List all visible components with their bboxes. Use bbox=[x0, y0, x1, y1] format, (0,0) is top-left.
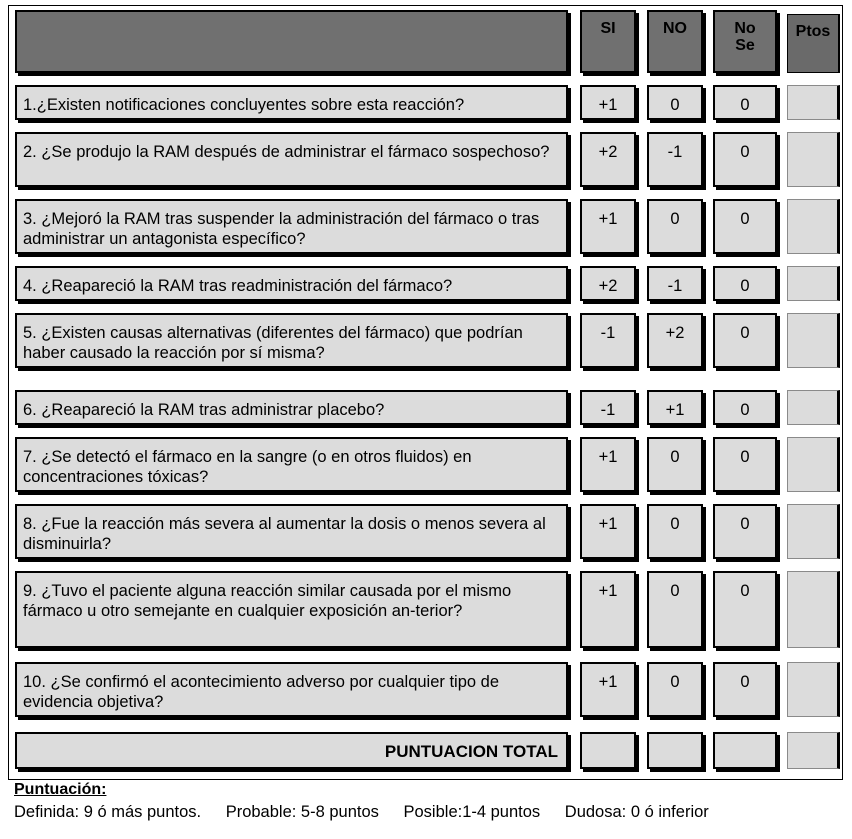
header-blank-cell bbox=[15, 10, 568, 73]
no-se-cell bbox=[713, 313, 777, 368]
ptos-cell[interactable] bbox=[787, 571, 840, 648]
no-value: +2 bbox=[665, 324, 685, 342]
si-value: +2 bbox=[598, 277, 618, 295]
question-row bbox=[9, 313, 842, 368]
header-no-se-cell bbox=[713, 10, 777, 73]
question-row bbox=[9, 199, 842, 254]
question-row bbox=[9, 266, 842, 301]
no-se-value: 0 bbox=[740, 96, 750, 114]
no-cell bbox=[647, 662, 703, 717]
no-cell bbox=[647, 571, 703, 648]
ptos-cell[interactable] bbox=[787, 437, 840, 492]
ptos-cell[interactable] bbox=[787, 504, 840, 559]
no-se-value: 0 bbox=[740, 324, 750, 342]
question-text: 6. ¿Reapareció la RAM tras administrar placebo? bbox=[23, 401, 385, 419]
question-row bbox=[9, 504, 842, 559]
no-cell bbox=[647, 504, 703, 559]
total-no-cell[interactable] bbox=[647, 732, 703, 769]
question-row bbox=[9, 85, 842, 120]
no-se-cell bbox=[713, 390, 777, 425]
si-value: +1 bbox=[598, 673, 618, 691]
no-se-cell bbox=[713, 199, 777, 254]
si-value: +1 bbox=[598, 210, 618, 228]
si-cell bbox=[580, 437, 636, 492]
total-ptos-cell[interactable] bbox=[787, 732, 840, 769]
ptos-cell[interactable] bbox=[787, 390, 840, 425]
si-value: +1 bbox=[598, 448, 618, 466]
no-value: 0 bbox=[670, 515, 680, 533]
header-no-se-line1: No bbox=[734, 20, 756, 37]
scoring-title: Puntuación: bbox=[14, 781, 107, 798]
si-cell bbox=[580, 662, 636, 717]
si-value: +1 bbox=[598, 515, 618, 533]
no-se-cell bbox=[713, 437, 777, 492]
no-se-cell bbox=[713, 504, 777, 559]
header-no-cell bbox=[647, 10, 703, 73]
question-text: 1.¿Existen notificaciones concluyentes sobre esta reacción? bbox=[23, 96, 465, 114]
total-row bbox=[9, 732, 842, 769]
question-row bbox=[9, 571, 842, 648]
question-text: 7. ¿Se detectó el fármaco en la sangre (o en otros fluidos) en concentraciones tóxicas? bbox=[23, 448, 472, 486]
no-cell bbox=[647, 390, 703, 425]
no-value: -1 bbox=[667, 277, 683, 295]
no-value: 0 bbox=[670, 210, 680, 228]
question-row bbox=[9, 437, 842, 492]
no-se-value: 0 bbox=[740, 210, 750, 228]
header-no-label: NO bbox=[663, 20, 687, 37]
scoring-probable: Probable: 5-8 puntos bbox=[225, 803, 379, 821]
no-se-value: 0 bbox=[740, 515, 750, 533]
no-cell bbox=[647, 266, 703, 301]
question-cell bbox=[15, 266, 568, 301]
no-se-cell bbox=[713, 132, 777, 187]
no-se-value: 0 bbox=[740, 277, 750, 295]
no-value: 0 bbox=[670, 448, 680, 466]
scoring-definida: Definida: 9 ó más puntos. bbox=[14, 803, 202, 821]
ptos-cell[interactable] bbox=[787, 199, 840, 254]
si-value: +2 bbox=[598, 143, 618, 161]
si-value: +1 bbox=[598, 582, 618, 600]
total-label: PUNTUACION TOTAL bbox=[384, 742, 558, 761]
question-text: 5. ¿Existen causas alternativas (diferentes del fármaco) que podrían haber causado la reacción por sí misma? bbox=[23, 324, 523, 362]
question-row bbox=[9, 662, 842, 717]
question-row bbox=[9, 390, 842, 425]
si-cell bbox=[580, 266, 636, 301]
no-se-value: 0 bbox=[740, 673, 750, 691]
total-no-se-cell[interactable] bbox=[713, 732, 777, 769]
ptos-cell[interactable] bbox=[787, 662, 840, 717]
header-ptos-label: Ptos bbox=[795, 23, 831, 40]
question-cell bbox=[15, 437, 568, 492]
si-cell bbox=[580, 313, 636, 368]
question-text: 10. ¿Se confirmó el acontecimiento adverso por cualquier tipo de evidencia objetiva? bbox=[23, 673, 500, 711]
no-cell bbox=[647, 437, 703, 492]
si-value: +1 bbox=[598, 96, 618, 114]
no-value: -1 bbox=[667, 143, 683, 161]
question-row bbox=[9, 132, 842, 187]
scoring-posible: Posible:1-4 puntos bbox=[403, 803, 541, 821]
no-se-value: 0 bbox=[740, 448, 750, 466]
ptos-cell[interactable] bbox=[787, 85, 840, 120]
question-text: 8. ¿Fue la reacción más severa al aumentar la dosis o menos severa al disminuirla? bbox=[23, 515, 546, 553]
no-cell bbox=[647, 132, 703, 187]
no-cell bbox=[647, 199, 703, 254]
no-se-value: 0 bbox=[740, 401, 750, 419]
question-text: 2. ¿Se produjo la RAM después de administrar el fármaco sospechoso? bbox=[23, 143, 550, 161]
no-value: +1 bbox=[665, 401, 685, 419]
si-cell bbox=[580, 390, 636, 425]
si-cell bbox=[580, 199, 636, 254]
no-value: 0 bbox=[670, 582, 680, 600]
scoring-legend bbox=[14, 803, 729, 822]
no-se-cell bbox=[713, 266, 777, 301]
question-cell bbox=[15, 132, 568, 187]
total-label-cell bbox=[15, 732, 568, 769]
no-se-value: 0 bbox=[740, 582, 750, 600]
ptos-cell[interactable] bbox=[787, 313, 840, 368]
si-cell bbox=[580, 571, 636, 648]
no-cell bbox=[647, 313, 703, 368]
question-cell bbox=[15, 662, 568, 717]
no-value: 0 bbox=[670, 673, 680, 691]
total-si-cell[interactable] bbox=[580, 732, 636, 769]
no-se-value: 0 bbox=[740, 143, 750, 161]
si-cell bbox=[580, 132, 636, 187]
scoring-dudosa: Dudosa: 0 ó inferior bbox=[564, 803, 709, 821]
header-no-se-line2: Se bbox=[735, 37, 755, 54]
header-row bbox=[9, 10, 842, 73]
question-cell bbox=[15, 85, 568, 120]
ptos-cell[interactable] bbox=[787, 132, 840, 187]
header-ptos-cell bbox=[787, 14, 840, 73]
si-value: -1 bbox=[600, 401, 616, 419]
question-cell bbox=[15, 390, 568, 425]
no-se-cell bbox=[713, 85, 777, 120]
ptos-cell[interactable] bbox=[787, 266, 840, 301]
header-si-label: SI bbox=[600, 20, 616, 37]
no-se-cell bbox=[713, 571, 777, 648]
si-cell bbox=[580, 504, 636, 559]
header-no-se-label bbox=[715, 20, 775, 54]
question-cell bbox=[15, 199, 568, 254]
question-cell bbox=[15, 571, 568, 648]
no-value: 0 bbox=[670, 96, 680, 114]
si-value: -1 bbox=[600, 324, 616, 342]
naranjo-scale-table bbox=[8, 5, 843, 780]
question-text: 4. ¿Reapareció la RAM tras readministración del fármaco? bbox=[23, 277, 453, 295]
question-text: 3. ¿Mejoró la RAM tras suspender la administración del fármaco o tras administrar un antagonista específico? bbox=[23, 210, 540, 248]
question-cell bbox=[15, 504, 568, 559]
header-si-cell bbox=[580, 10, 636, 73]
question-text: 9. ¿Tuvo el paciente alguna reacción similar causada por el mismo fármaco u otro semejante en cualquier exposición an-terior? bbox=[23, 582, 512, 620]
si-cell bbox=[580, 85, 636, 120]
no-cell bbox=[647, 85, 703, 120]
no-se-cell bbox=[713, 662, 777, 717]
question-cell bbox=[15, 313, 568, 368]
